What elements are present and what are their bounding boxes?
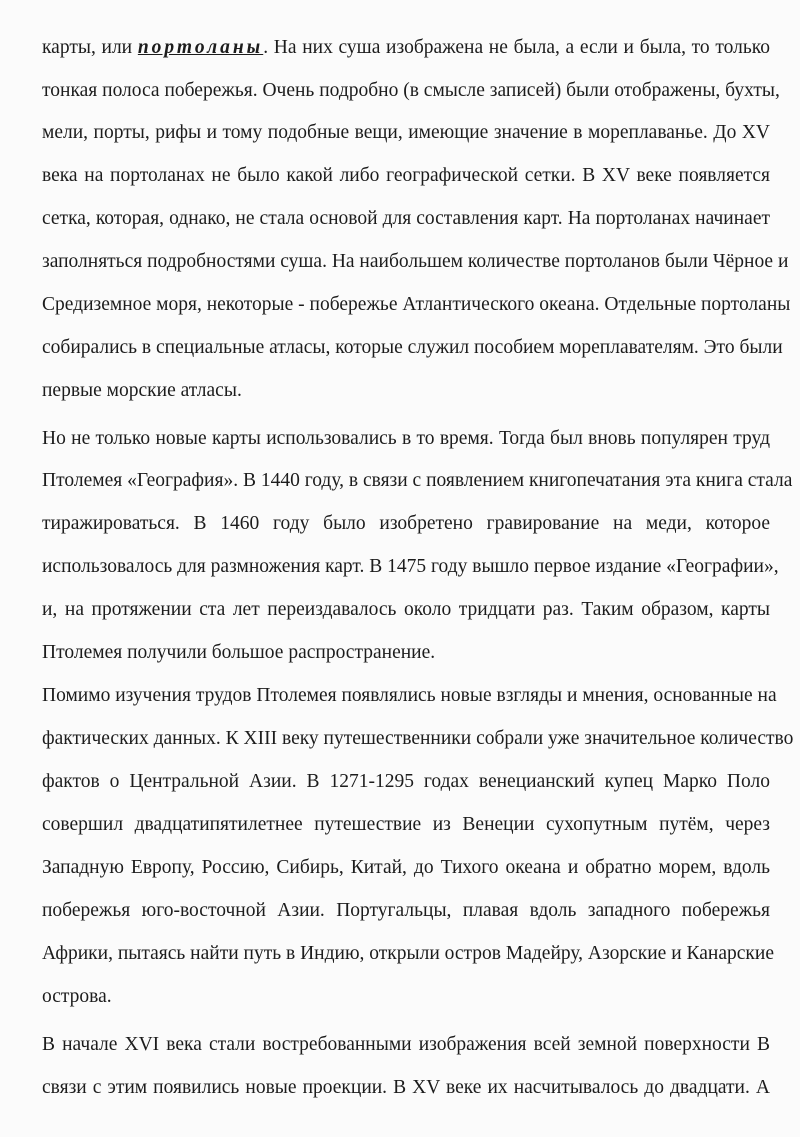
- text-line: [42, 164, 770, 188]
- text-segment: фактов о Центральной Азии. В 1271-1295 годах венецианский купец Марко Поло: [42, 771, 770, 792]
- text-line: [42, 336, 783, 360]
- text-segment: Африки, пытаясь найти путь в Индию, открыли остров Мадейру, Азорские и Канарские: [42, 943, 774, 964]
- text-segment: первые морские атласы.: [42, 380, 242, 401]
- text-segment: . На них суша изображена не была, а если и была, то только: [263, 37, 770, 58]
- text-segment: использовалось для размножения карт. В 1475 году вышло первое издание «Географии»,: [42, 556, 779, 577]
- text-segment: острова.: [42, 986, 112, 1007]
- text-line: [42, 121, 770, 145]
- emphasized-term: портоланы: [137, 37, 264, 58]
- text-segment: карты, или: [42, 37, 138, 58]
- text-segment: века на портоланах не было какой либо географической сетки. В XV веке появляется: [42, 165, 770, 186]
- text-segment: связи с этим появились новые проекции. В XV веке их насчитывалось до двадцати. А: [42, 1077, 770, 1098]
- text-line: [42, 36, 770, 60]
- text-line: [42, 555, 779, 579]
- text-line: [42, 250, 789, 274]
- text-line: [42, 293, 791, 317]
- text-segment: Западную Европу, Россию, Сибирь, Китай, до Тихого океана и обратно морем, вдоль: [42, 857, 770, 878]
- text-line: [42, 1076, 770, 1100]
- text-segment: фактических данных. К XIII веку путешественники собрали уже значительное количество: [42, 728, 794, 749]
- text-segment: Птолемея получили большое распространение.: [42, 642, 436, 663]
- text-segment: сетка, которая, однако, не стала основой для составления карт. На портоланах начинает: [42, 208, 770, 229]
- text-line: [42, 79, 780, 103]
- text-segment: собирались в специальные атласы, которые служил пособием мореплавателям. Это были: [42, 337, 783, 358]
- text-segment: совершил двадцатипятилетнее путешествие из Венеции сухопутным путём, через: [42, 814, 770, 835]
- text-line: [42, 512, 770, 536]
- text-segment: побережья юго-восточной Азии. Португальцы, плавая вдоль западного побережья: [42, 900, 770, 921]
- text-line: [42, 899, 770, 923]
- text-segment: тиражироваться. В 1460 году было изобретено гравирование на меди, которое: [42, 513, 770, 534]
- text-line: [42, 427, 770, 451]
- text-segment: заполняться подробностями суша. На наибольшем количестве портоланов были Чёрное и: [42, 251, 789, 272]
- text-line: [42, 813, 770, 837]
- text-line: [42, 1033, 770, 1057]
- text-line: [42, 856, 770, 880]
- text-segment: Средиземное моря, некоторые - побережье Атлантического океана. Отдельные портоланы: [42, 294, 791, 315]
- text-line: [42, 942, 774, 966]
- text-line: [42, 379, 242, 403]
- text-segment: Помимо изучения трудов Птолемея появлялись новые взгляды и мнения, основанные на: [42, 685, 777, 706]
- text-line: [42, 770, 770, 794]
- text-segment: Птолемея «География». В 1440 году, в связи с появлением книгопечатания эта книга стала: [42, 470, 793, 491]
- text-line: [42, 469, 793, 493]
- text-line: [42, 684, 777, 708]
- text-segment: Но не только новые карты использовались в то время. Тогда был вновь популярен труд: [42, 428, 770, 449]
- text-line: [42, 985, 112, 1009]
- text-segment: тонкая полоса побережья. Очень подробно (в смысле записей) были отображены, бухты,: [42, 80, 780, 101]
- text-line: [42, 207, 770, 231]
- text-line: [42, 641, 435, 665]
- text-line: [42, 727, 794, 751]
- text-segment: мели, порты, рифы и тому подобные вещи, имеющие значение в мореплаванье. До XV: [42, 122, 770, 143]
- text-segment: и, на протяжении ста лет переиздавалось около тридцати раз. Таким образом, карты: [42, 599, 770, 620]
- text-segment: В начале XVI века стали востребованными изображения всей земной поверхности В: [42, 1034, 770, 1055]
- text-line: [42, 598, 770, 622]
